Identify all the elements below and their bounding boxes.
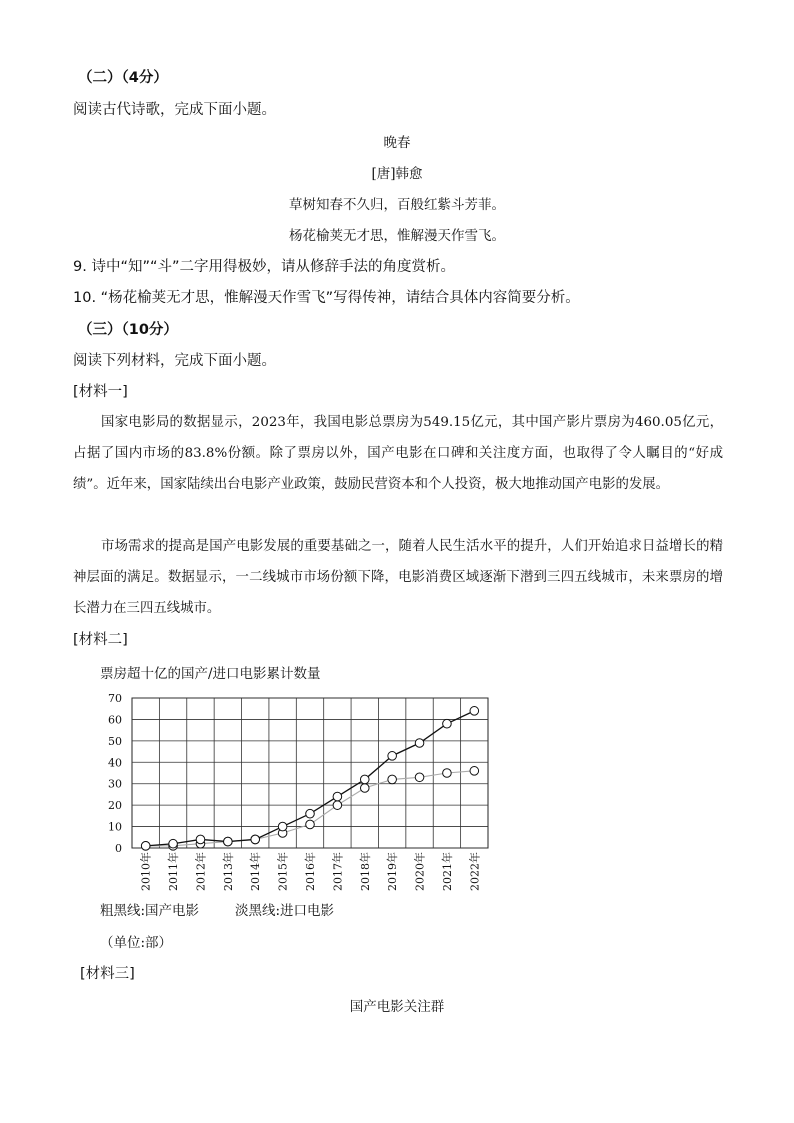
- y-tick-label: 30: [108, 777, 122, 791]
- y-tick-label: 70: [108, 692, 122, 705]
- material3-label: [材料三]: [80, 966, 135, 982]
- x-tick-label: 2021年: [440, 852, 454, 891]
- data-point-domestic: [141, 842, 150, 851]
- data-point-domestic: [196, 835, 205, 844]
- data-point-domestic: [169, 839, 178, 848]
- data-point-domestic: [306, 809, 315, 818]
- poem-line-1: 草树知春不久归，百般红紫斗芳菲。: [289, 197, 505, 213]
- y-axis-ticks: [108, 692, 122, 855]
- series-line-imported: [146, 771, 475, 846]
- x-axis-ticks: [139, 852, 482, 891]
- data-point-imported: [360, 784, 369, 793]
- x-tick-label: 2020年: [413, 852, 427, 891]
- poem-line-2: 杨花榆荚无才思，惟解漫天作雪飞。: [289, 228, 505, 244]
- x-tick-label: 2015年: [276, 852, 290, 891]
- data-point-domestic: [333, 792, 342, 801]
- y-tick-label: 20: [108, 799, 122, 813]
- data-point-imported: [388, 775, 397, 784]
- x-tick-label: 2016年: [304, 852, 317, 891]
- chart-series: [141, 707, 478, 851]
- y-tick-label: 60: [108, 713, 122, 727]
- poem-author: [唐]韩愈: [371, 166, 423, 182]
- x-tick-label: 2019年: [386, 852, 400, 891]
- data-point-imported: [415, 773, 424, 782]
- section2-heading: （二）（4分）: [78, 70, 168, 86]
- data-point-domestic: [388, 752, 397, 761]
- y-tick-label: 0: [115, 842, 122, 855]
- x-tick-label: 2013年: [221, 852, 235, 891]
- question-9: 9. 诗中“知”“斗”二字用得极妙，请从修辞手法的角度赏析。: [73, 259, 455, 275]
- data-point-imported: [306, 820, 315, 829]
- x-tick-label: 2014年: [249, 852, 263, 891]
- poem-title: 晚春: [383, 135, 411, 151]
- x-tick-label: 2018年: [358, 852, 372, 891]
- data-point-domestic: [470, 707, 479, 716]
- data-point-domestic: [443, 719, 452, 728]
- x-tick-label: 2012年: [194, 852, 208, 891]
- material2-label: [材料二]: [73, 632, 128, 648]
- data-point-imported: [443, 769, 452, 778]
- question-10: 10. “杨花榆荚无才思，惟解漫天作雪飞”写得传神，请结合具体内容简要分析。: [73, 290, 580, 306]
- line-chart: [95, 690, 515, 900]
- x-tick-label: 2017年: [331, 852, 345, 891]
- data-point-domestic: [415, 739, 424, 748]
- section2-instruction: 阅读古代诗歌，完成下面小题。: [73, 102, 276, 118]
- material1-paragraph-2: 市场需求的提高是国产电影发展的重要基础之一，随着人民生活水平的提升，人们开始追求日益增长的精神层面的满足。数据显示，一二线城市市场份额下降，电影消费区域逐渐下潜到三四五线城市，未来票房的增长潜力在三四五线城市。: [73, 539, 723, 616]
- data-point-domestic: [360, 775, 369, 784]
- material1-label: [材料一]: [73, 384, 128, 400]
- material3-caption: 国产电影关注群: [349, 999, 445, 1015]
- data-point-domestic: [278, 822, 287, 831]
- y-tick-label: 50: [108, 734, 122, 748]
- legend-domestic: 粗黑线:国产电影: [100, 903, 200, 919]
- material1-paragraph-1: 国家电影局的数据显示，2023年，我国电影总票房为549.15亿元，其中国产影片票房为460.05亿元，占据了国内市场的83.8%份额。除了票房以外，国产电影在口碑和关注度方面，也取得了令人瞩目的“好成绩”。近年来，国家陆续出台电影产业政策，鼓励民营资本和个人投资，极大地推动国产电影的发展。: [73, 415, 723, 492]
- x-tick-label: 2022年: [468, 852, 482, 891]
- x-tick-label: 2011年: [167, 852, 181, 891]
- y-tick-label: 40: [108, 756, 122, 770]
- x-tick-label: 2010年: [139, 852, 153, 891]
- data-point-domestic: [251, 835, 260, 844]
- y-tick-label: 10: [108, 820, 122, 834]
- section3-heading: （三）（10分）: [78, 322, 178, 338]
- chart-title: 票房超十亿的国产/进口电影累计数量: [100, 666, 321, 682]
- data-point-domestic: [224, 837, 233, 846]
- section3-instruction: 阅读下列材料，完成下面小题。: [73, 353, 276, 369]
- legend-imported: 淡黑线:进口电影: [235, 903, 335, 919]
- data-point-imported: [333, 801, 342, 810]
- data-point-imported: [470, 767, 479, 776]
- chart-unit: （单位:部）: [100, 935, 173, 951]
